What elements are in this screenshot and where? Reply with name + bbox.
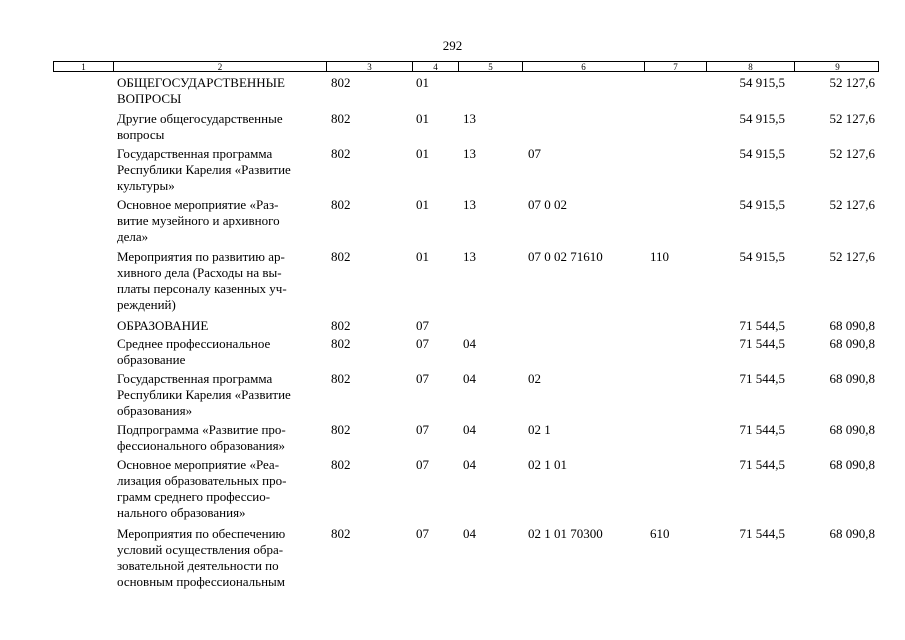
row-amount-9: 68 090,8 [829,526,875,541]
row-amount-8: 54 915,5 [739,75,785,90]
row-code-5: 13 [463,249,476,264]
row-code-3: 802 [331,371,351,386]
row-code-5: 13 [463,197,476,212]
row-code-6: 02 1 [528,422,551,437]
row-code-5: 13 [463,111,476,126]
row-code-6: 07 0 02 [528,197,567,212]
page-number: 292 [442,38,463,53]
row-code-5: 04 [463,371,476,386]
row-code-6: 02 1 01 [528,457,567,472]
row-code-4: 01 [416,249,429,264]
row-code-4: 01 [416,197,429,212]
row-code-6: 07 0 02 71610 [528,249,603,264]
row-name: Основное мероприятие «Раз- витие музейного и архивного дела» [117,197,280,244]
row-name: Подпрограмма «Развитие про- фессионального образования» [117,422,286,453]
header-col-5: 5 [458,62,522,71]
header-col-6: 6 [522,62,644,71]
row-code-3: 802 [331,197,351,212]
row-name: Другие общегосударственные вопросы [117,111,283,142]
row-code-7: 110 [650,249,670,264]
header-col-7: 7 [644,62,706,71]
row-name: Среднее профессиональное образование [117,336,271,367]
row-code-3: 802 [331,146,351,161]
row-amount-8: 71 544,5 [739,422,785,437]
row-amount-8: 54 915,5 [739,249,785,264]
row-amount-9: 68 090,8 [829,371,875,386]
row-code-3: 802 [331,526,351,541]
row-amount-9: 68 090,8 [829,318,875,333]
row-code-5: 04 [463,336,476,351]
row-amount-9: 52 127,6 [829,111,875,126]
row-amount-9: 52 127,6 [829,75,875,90]
row-code-6: 02 [528,371,541,386]
row-amount-9: 52 127,6 [829,249,875,264]
row-code-3: 802 [331,422,351,437]
row-amount-8: 71 544,5 [739,526,785,541]
row-amount-9: 68 090,8 [829,336,875,351]
row-amount-9: 52 127,6 [829,146,875,161]
row-amount-8: 54 915,5 [739,111,785,126]
row-name: Основное мероприятие «Реа- лизация образовательных про- грамм среднего профессио- нального образования» [117,457,287,520]
header-col-1: 1 [81,62,86,72]
row-name: Государственная программа Республики Карелия «Развитие образования» [117,371,291,418]
table-header [53,61,879,72]
row-amount-8: 54 915,5 [739,197,785,212]
row-name: ОБЩЕГОСУДАРСТВЕННЫЕ ВОПРОСЫ [117,75,285,106]
row-amount-8: 71 544,5 [739,318,785,333]
row-code-5: 04 [463,457,476,472]
row-code-5: 04 [463,526,476,541]
row-amount-8: 71 544,5 [739,336,785,351]
row-code-4: 07 [416,371,429,386]
row-amount-9: 68 090,8 [829,457,875,472]
row-code-5: 13 [463,146,476,161]
row-code-3: 802 [331,249,351,264]
row-amount-9: 52 127,6 [829,197,875,212]
row-amount-8: 54 915,5 [739,146,785,161]
row-name: Мероприятия по развитию ар- хивного дела (Расходы на вы- платы персоналу казенных уч- реждений) [117,249,287,312]
header-col-4: 4 [412,62,458,71]
header-col-9: 9 [794,62,880,71]
header-col-2: 2 [113,62,326,71]
row-amount-8: 71 544,5 [739,457,785,472]
row-code-6: 02 1 01 70300 [528,526,603,541]
row-code-4: 01 [416,75,429,90]
header-col-3: 3 [326,62,412,71]
row-amount-9: 68 090,8 [829,422,875,437]
row-code-3: 802 [331,457,351,472]
row-code-4: 07 [416,422,429,437]
row-code-4: 07 [416,336,429,351]
row-code-3: 802 [331,111,351,126]
row-amount-8: 71 544,5 [739,371,785,386]
row-code-3: 802 [331,336,351,351]
row-code-4: 07 [416,526,429,541]
row-code-5: 04 [463,422,476,437]
row-code-7: 610 [650,526,670,541]
row-code-4: 07 [416,457,429,472]
row-code-4: 07 [416,318,429,333]
row-name: ОБРАЗОВАНИЕ [117,318,209,333]
header-col-8: 8 [706,62,794,71]
row-code-6: 07 [528,146,541,161]
row-name: Государственная программа Республики Карелия «Развитие культуры» [117,146,291,193]
row-code-3: 802 [331,318,351,333]
row-code-4: 01 [416,111,429,126]
row-name: Мероприятия по обеспечению условий осуществления обра- зовательной деятельности по основным профессиональным [117,526,286,589]
row-code-3: 802 [331,75,351,90]
row-code-4: 01 [416,146,429,161]
